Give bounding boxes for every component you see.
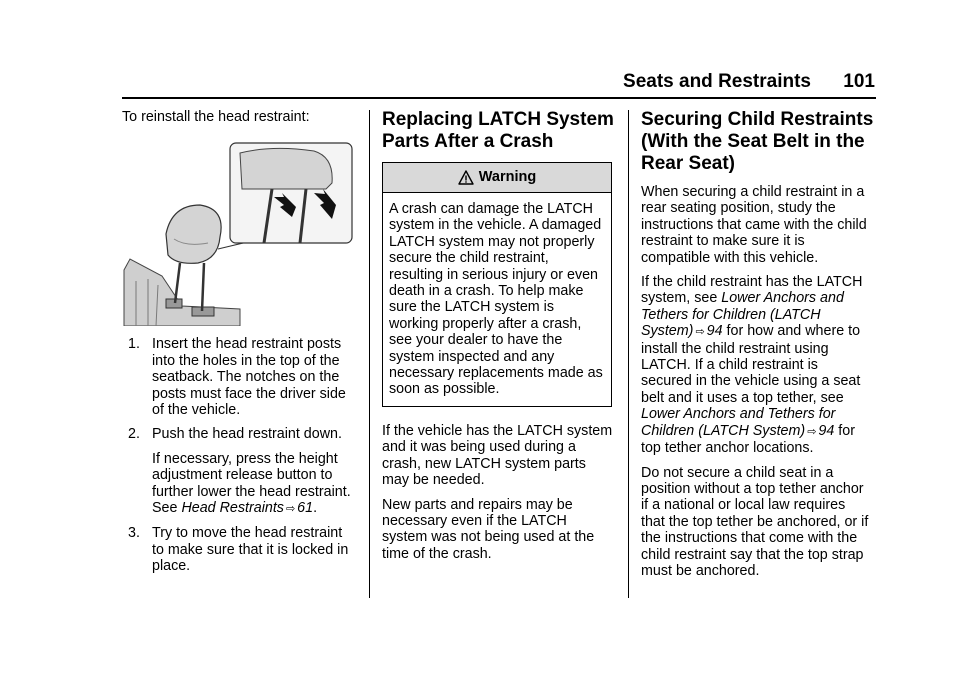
step-item — [122, 336, 358, 418]
step-text: Insert the head restraint posts into the holes in the top of the seatback. The notches on the posts must face the driver side of the vehicle. — [152, 336, 346, 419]
lower-anchors-link[interactable]: Tethers for Children (LATCH — [641, 306, 821, 323]
steps-list — [122, 336, 358, 574]
head-restraint-drawing — [122, 131, 354, 326]
step-item — [122, 426, 358, 517]
page-number: 101 — [843, 71, 875, 92]
lower-anchors-link-2[interactable]: Children (LATCH System) ⇨ 94 — [641, 422, 835, 439]
page-ref-icon: ⇨ — [807, 425, 817, 438]
section-heading: Replacing LATCH System Parts After a Crash — [382, 109, 614, 152]
body-paragraph: Do not secure a child seat in a position without a top tether anchor if a national or local law requires that the top tether be anchored, or if the instructions that come with the child restraint say that the top strap must be anchored. — [641, 464, 869, 579]
page-ref-icon: ⇨ — [285, 503, 296, 516]
page-ref-icon: ⇨ — [695, 326, 705, 339]
step-text: Push the head restraint down. — [152, 426, 342, 443]
column-right — [641, 109, 877, 587]
warning-title: Warning — [478, 169, 537, 186]
intro-text: To reinstall the head restraint: — [122, 109, 310, 125]
column-divider — [628, 110, 629, 598]
step-number: 3. — [128, 525, 140, 542]
body-paragraph: When securing a child restraint in a rear seating position, study the instructions that came with the child restraint to make sure it is compatible with this vehicle. — [641, 184, 867, 266]
body-paragraph: New parts and repairs may be necessary even if the LATCH system was not being used at the time of the crash. — [382, 496, 595, 562]
section-title: Seats and Restraints — [623, 71, 811, 92]
head-restraints-link[interactable]: Head Restraints ⇨ 61 — [181, 500, 314, 517]
column-left — [122, 109, 358, 583]
lower-anchors-link[interactable]: Lower Anchors and — [721, 290, 844, 307]
step-note: If necessary, press the height adjustment release button to further lower the head restraint. See Head Restraints ⇨ 61. — [152, 450, 351, 517]
body-paragraph: If the vehicle has the LATCH system and it was being used during a crash, new LATCH system parts may be needed. — [382, 422, 613, 489]
step-number: 1. — [128, 336, 140, 353]
step-text: Try to move the head restraint to make sure that it is locked in place. — [152, 525, 349, 575]
step-number: 2. — [128, 426, 140, 443]
lower-anchors-link[interactable]: System) ⇨ 94 — [641, 323, 723, 340]
warning-box — [382, 162, 612, 407]
warning-text: A crash can damage the LATCH system in the vehicle. A damaged LATCH system may not properly secure the child restraint, resulting in serious injury or even death in a crash. To help make sure the LATCH system is working properly after a crash, see your dealer to have the system inspected and any necessary replacements made as soon as possible. — [389, 201, 603, 398]
warning-icon — [458, 170, 474, 186]
section-heading: Securing Child Restraints (With the Seat Belt in the Rear Seat) — [641, 109, 874, 174]
warning-header — [383, 163, 611, 193]
head-restraint-illustration — [122, 131, 354, 326]
body-paragraph: If the child restraint has the LATCH system, see Lower Anchors and Tethers for Children (LATCH System) ⇨ 94 for how and where to install the child restraint using LATCH. If a child restraint is secured in the vehicle using a seat belt and it uses a top tether, see Lower Anchors and Tethers for Children (LATCH System) ⇨ 94 for top tether anchor locations. — [641, 274, 863, 457]
step-item — [122, 525, 358, 574]
lower-anchors-link-2[interactable]: Lower Anchors and Tethers for — [641, 406, 836, 423]
column-middle — [382, 109, 616, 570]
page-header — [122, 71, 876, 99]
column-divider — [369, 110, 370, 598]
